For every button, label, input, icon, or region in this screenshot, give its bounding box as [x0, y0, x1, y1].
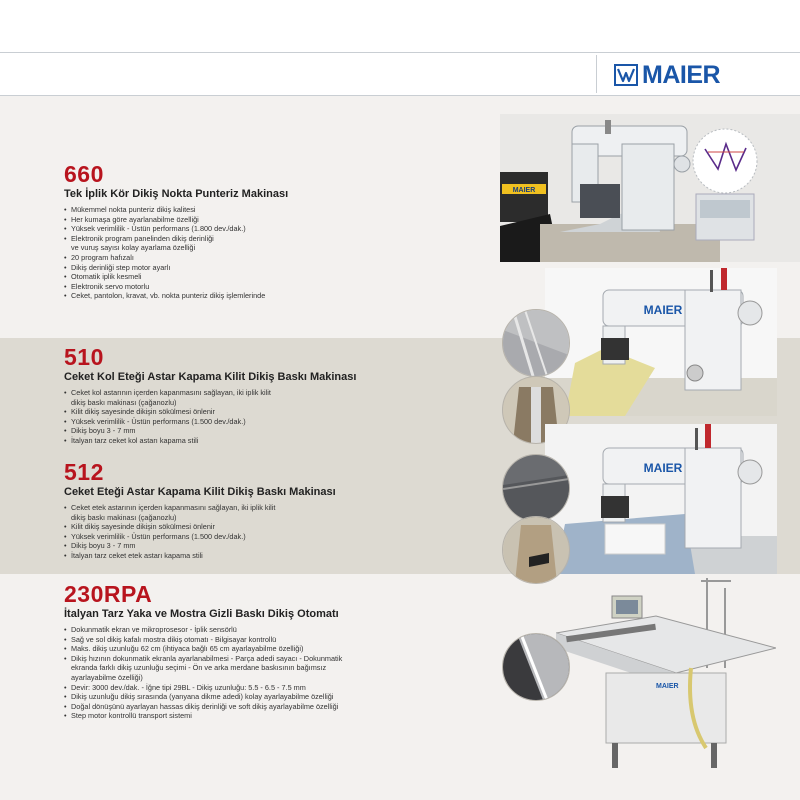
maier-logo: [614, 62, 720, 88]
feature-item: • İtalyan tarz ceket etek astarı kapama stili: [64, 551, 336, 561]
feature-list: [64, 205, 288, 301]
header-divider-top: [0, 52, 800, 53]
product-660: [64, 162, 288, 301]
model-number: 230RPA: [64, 581, 153, 607]
feature-item: • Ceket, pantolon, kravat, vb. nokta punteriz dikiş işlemlerinde: [64, 291, 288, 301]
machine-510-badge: MAIER: [643, 303, 683, 317]
machine-660-badge: MAIER: [512, 187, 536, 194]
feature-list: [64, 625, 342, 721]
machine-230rpa-image: [556, 578, 776, 778]
feature-item: • Yüksek verimlilik - Üstün performans (1.500 dev./dak.): [64, 417, 356, 427]
feature-item: dikiş baskı makinası (çağanozlu): [71, 397, 177, 407]
feature-item: • Ceket etek astarının içerden kapanmasını sağlayan, iki iplik kilit: [64, 503, 336, 513]
feature-item: • Dikiş boyu 3 - 7 mm: [64, 426, 356, 436]
feature-list: [64, 503, 336, 561]
feature-item: • Kilit dikiş sayesinde dikişin sökülmesi önlenir: [64, 407, 356, 417]
feature-item: • Mükemmel nokta punteriz dikiş kalitesi: [64, 205, 288, 215]
page-header: [0, 0, 800, 96]
feature-item: • Ceket kol astarının içerden kapanmasını sağlayan, iki iplik kilit: [64, 388, 356, 398]
feature-item: ve vuruş sayısı kolay ayarlama özelliği: [71, 243, 196, 253]
jacket-hem-photo: [502, 454, 570, 522]
feature-item: • Otomatik iplik kesmeli: [64, 272, 288, 282]
header-separator: [596, 55, 597, 93]
model-number: 512: [64, 459, 104, 485]
feature-item: • Maks. dikiş uzunluğu 62 cm (ihtiyaca bağlı 65 cm ayarlayabilme özelliği): [64, 644, 342, 654]
product-230rpa: [64, 582, 342, 721]
feature-item: • Elektronik program panelinden dikiş derinliği: [64, 234, 288, 244]
feature-item: • Dikiş hızının dokunmatik ekranla ayarlanabilmesi - Parça adedi sayacı - Dokunmatik: [64, 654, 342, 664]
feature-item: • Dokunmatik ekran ve mikroprosesor - İplik sensörlü: [64, 625, 342, 635]
machine-512-badge: MAIER: [643, 461, 683, 475]
feature-list: [64, 388, 356, 446]
feature-item: • Dikiş derinliği step motor ayarlı: [64, 263, 288, 273]
jacket-back-photo: [502, 516, 570, 584]
feature-item: • Sağ ve sol dikiş kafalı mostra dikiş otomatı - Bilgisayar kontrollü: [64, 635, 342, 645]
machine-660-image: [500, 114, 800, 262]
product-title: Ceket Kol Eteği Astar Kapama Kilit Dikiş Baskı Makinası: [64, 371, 357, 383]
feature-item: • Her kumaşa göre ayarlanabilme özelliği: [64, 215, 288, 225]
product-title: İtalyan Tarz Yaka ve Mostra Gizli Baskı Dikiş Otomatı: [64, 608, 339, 620]
feature-item: • Devir: 3000 dev./dak. - İğne tipi 29BL - Dikiş uzunluğu: 5.5 - 6.5 - 7.5 mm: [64, 683, 342, 693]
model-number: 510: [64, 344, 104, 370]
feature-item: dikiş baskı makinası (çağanozlu): [71, 512, 177, 522]
product-title: Tek İplik Kör Dikiş Nokta Punteriz Makinası: [64, 188, 289, 200]
feature-item: • Doğal dönüşünü ayarlayan hassas dikiş derinliği ve soft dikiş ayarlayabilme özelliği: [64, 702, 342, 712]
feature-item: • İtalyan tarz ceket kol astarı kapama stili: [64, 436, 356, 446]
feature-item: • Step motor kontrollü transport sistemi: [64, 711, 342, 721]
feature-item: • 20 program hafızalı: [64, 253, 288, 263]
feature-item: • Elektronik servo motorlu: [64, 282, 288, 292]
product-512: [64, 460, 336, 561]
feature-item: • Yüksek verimlilik - Üstün performans (1.800 dev./dak.): [64, 224, 288, 234]
maier-logo-text: MAIER: [642, 61, 721, 89]
machine-510-image: [545, 268, 777, 416]
feature-item: ayarlayabilme özelliği): [71, 672, 143, 682]
feature-item: • Dikiş boyu 3 - 7 mm: [64, 541, 336, 551]
model-number: 660: [64, 161, 104, 187]
product-510: [64, 345, 356, 446]
lapel-stitch-photo: [502, 633, 570, 701]
machine-512-image: [545, 424, 777, 574]
product-title: Ceket Eteği Astar Kapama Kilit Dikiş Baskı Makinası: [64, 486, 336, 498]
feature-item: • Yüksek verimlilik - Üstün performans (1.500 dev./dak.): [64, 532, 336, 542]
header-top-band: [0, 0, 800, 52]
feature-item: ekranda farklı dikiş uzunluğu seçimi - Ön ve arka merdane baskısının bağımsız: [71, 663, 327, 673]
maier-logo-icon: [614, 64, 638, 86]
jacket-sleeve-photo: [502, 309, 570, 377]
feature-item: • Kilit dikiş sayesinde dikişin sökülmesi önlenir: [64, 522, 336, 532]
feature-item: • Dikiş uzunluğu dikiş sırasında (yanyana dikme adedi) kolay ayarlayabilme özelliği: [64, 692, 342, 702]
machine-230rpa-badge: MAIER: [656, 683, 679, 690]
